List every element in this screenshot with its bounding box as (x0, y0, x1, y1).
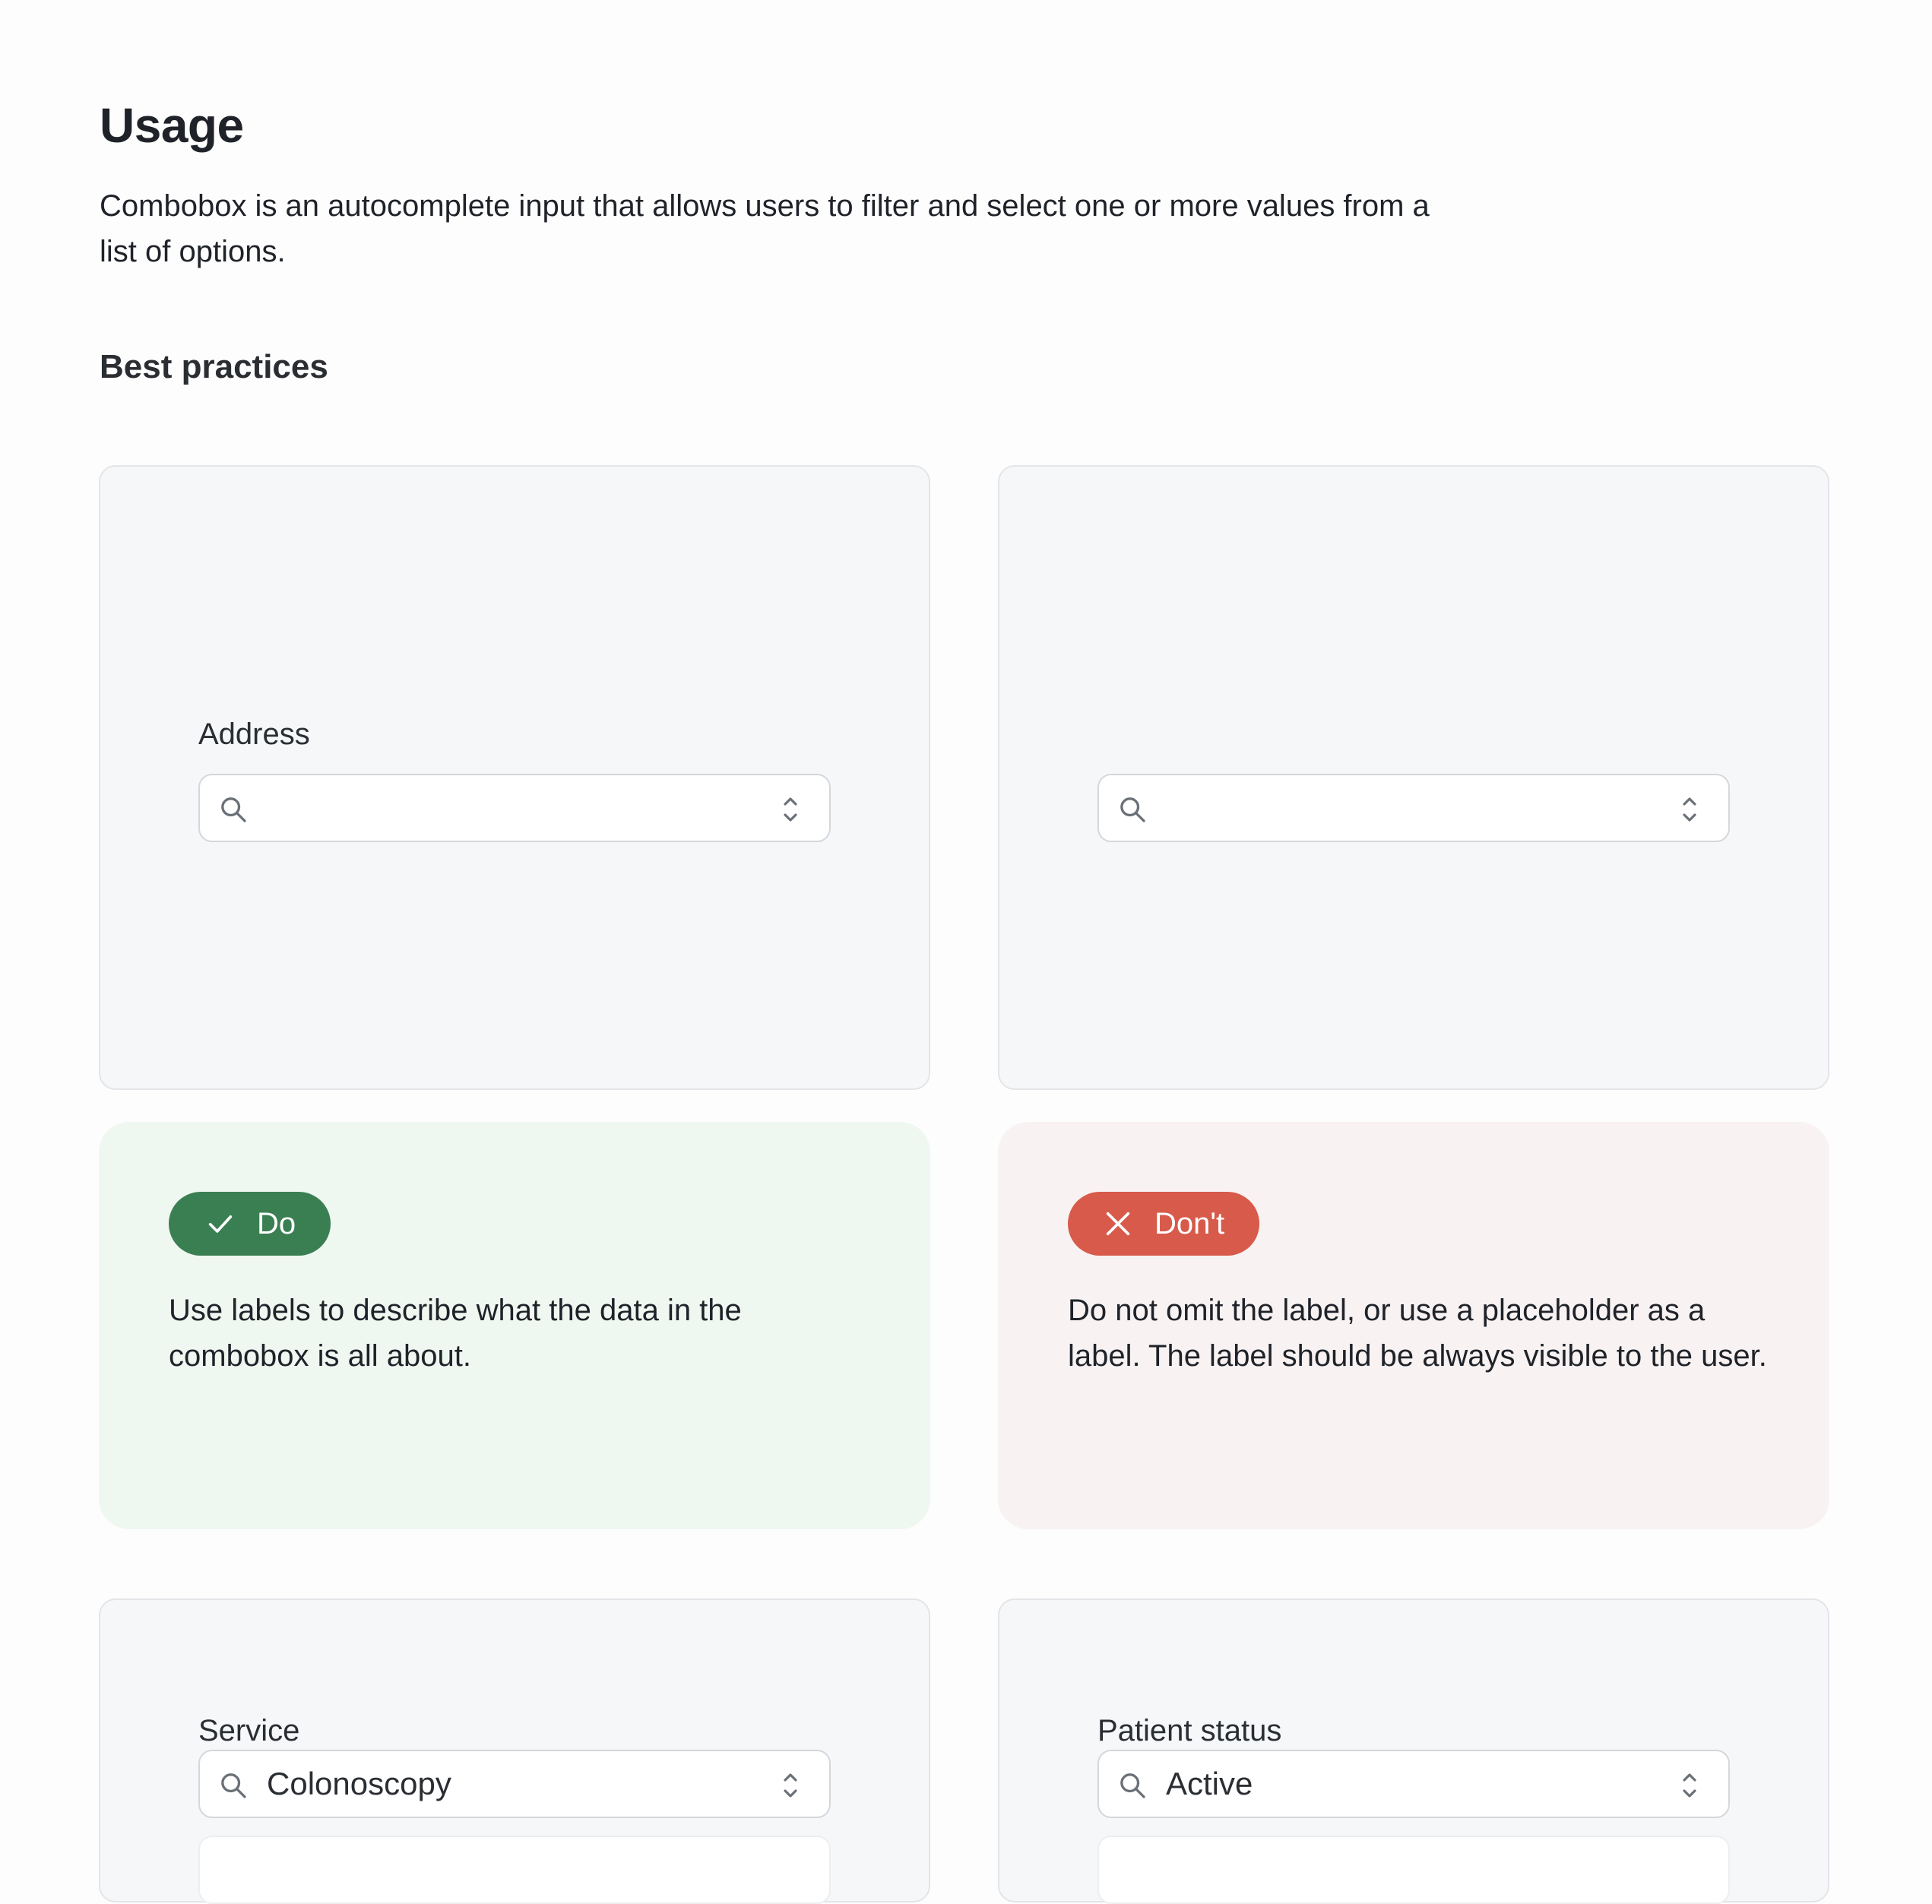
dont-guidance-card (998, 1122, 1829, 1529)
check-icon (205, 1209, 236, 1239)
service-combobox-value: Colonoscopy (267, 1766, 451, 1801)
chevron-up-down-icon[interactable] (782, 1769, 799, 1801)
service-example-card (99, 1598, 930, 1902)
service-label: Service (198, 1714, 300, 1747)
dont-badge-label: Don't (1154, 1206, 1225, 1240)
do-badge (169, 1192, 331, 1256)
service-combobox[interactable] (198, 1750, 831, 1818)
search-icon (1117, 1770, 1148, 1801)
search-icon (218, 1770, 249, 1801)
chevron-up-down-icon[interactable] (1681, 1769, 1698, 1801)
address-label: Address (198, 718, 310, 751)
x-icon (1103, 1209, 1133, 1239)
do-guidance-text: Use labels to describe what the data in the combobox is all about. (169, 1294, 742, 1373)
patient-status-combobox[interactable] (1097, 1750, 1730, 1818)
dont-example-card (998, 465, 1829, 1090)
patient-status-label: Patient status (1097, 1714, 1282, 1747)
search-icon (1117, 794, 1148, 825)
patient-status-combobox-value: Active (1166, 1766, 1253, 1801)
chevron-up-down-icon[interactable] (782, 794, 799, 825)
unlabeled-combobox[interactable] (1097, 774, 1730, 842)
dropdown-list-top (198, 1836, 831, 1904)
dont-guidance-text: Do not omit the label, or use a placeholder as a label. The label should be always visible to the user. (1068, 1294, 1767, 1373)
address-combobox[interactable] (198, 774, 831, 842)
do-badge-label: Do (257, 1206, 296, 1240)
do-example-card (99, 465, 930, 1090)
page-title: Usage (100, 98, 244, 153)
chevron-up-down-icon[interactable] (1681, 794, 1698, 825)
section-title-best-practices: Best practices (100, 348, 328, 385)
intro-text: Combobox is an autocomplete input that allows users to filter and select one or more values from a list of options. (100, 189, 1430, 268)
do-guidance-card (99, 1122, 930, 1529)
dropdown-list-top (1097, 1836, 1730, 1904)
dont-badge (1068, 1192, 1259, 1256)
patient-status-example-card (998, 1598, 1829, 1902)
search-icon (218, 794, 249, 825)
